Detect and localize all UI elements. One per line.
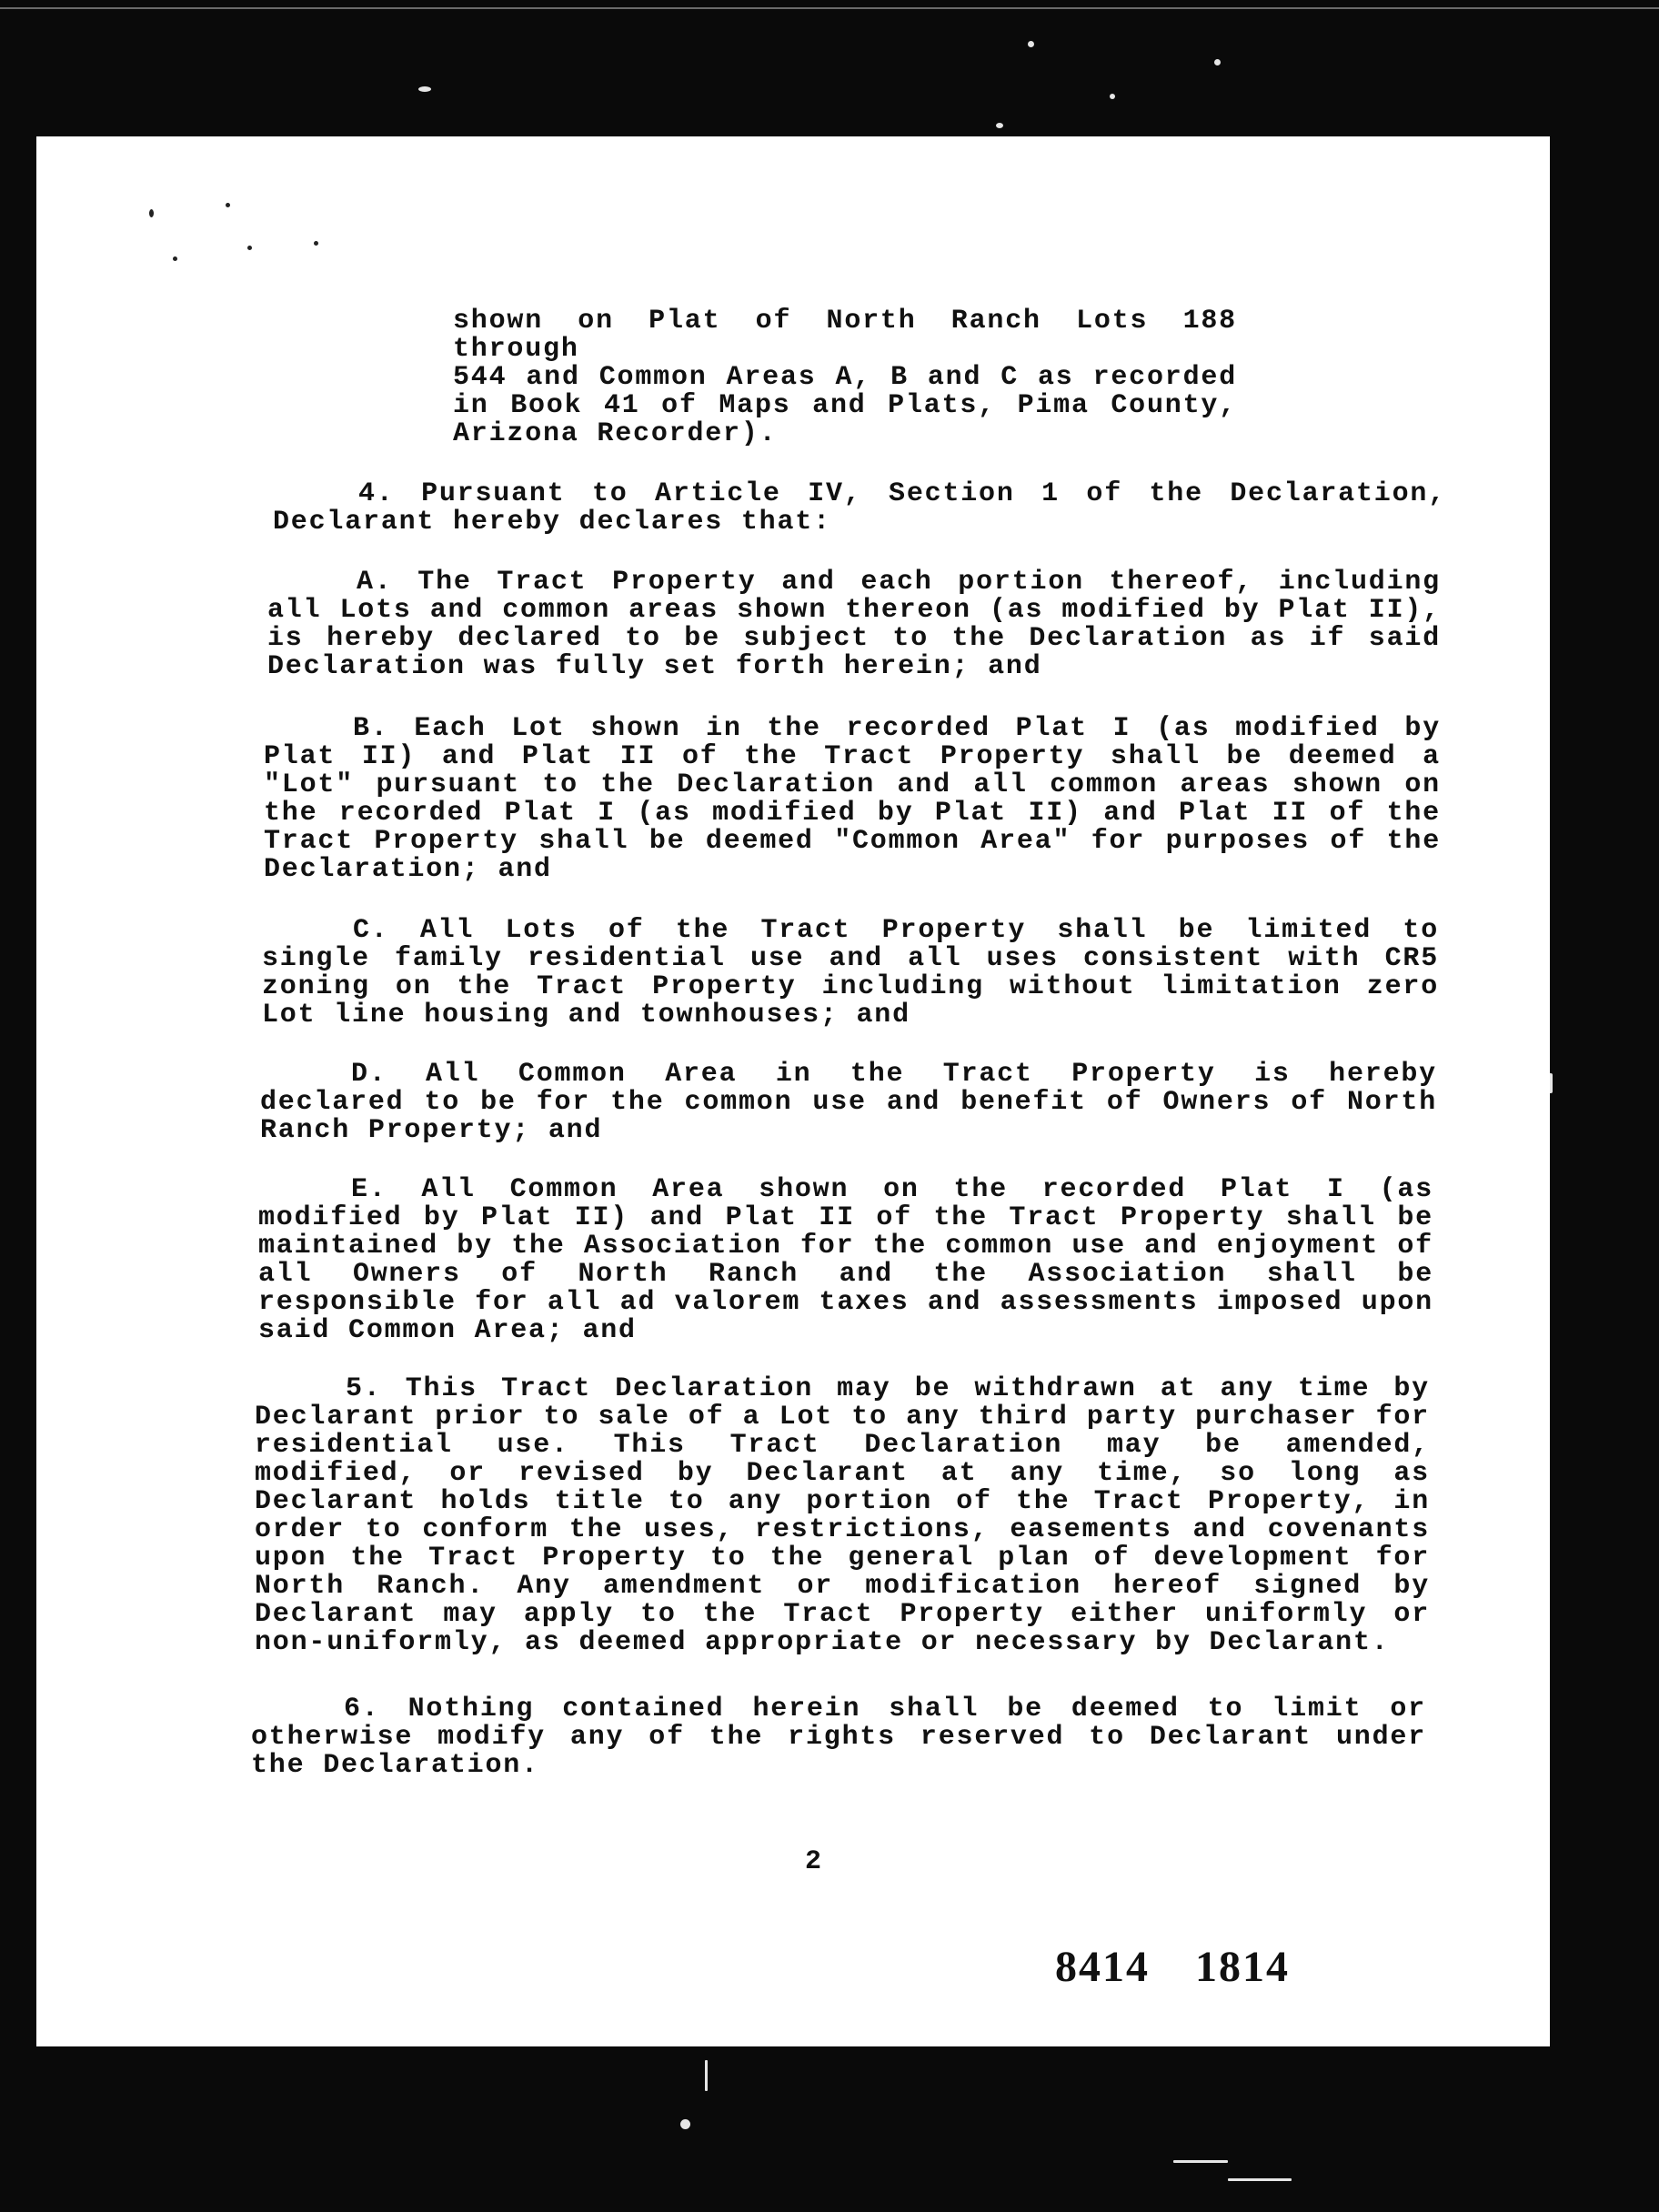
paragraph-line: order to conform the uses, restrictions, easements and covenants — [255, 1514, 1430, 1545]
paragraph-line: is hereby declared to be subject to the Declaration as if said — [267, 623, 1441, 654]
intro-line: in Book 41 of Maps and Plats, Pima County, — [453, 390, 1237, 421]
paragraph-line: E. All Common Area shown on the recorded Plat I (as — [351, 1174, 1433, 1205]
intro-line: shown on Plat of North Ranch Lots 188 through — [453, 306, 1237, 365]
paragraph-a — [267, 568, 1441, 681]
paragraph-line: residential use. This Tract Declaration may be amended, — [255, 1430, 1430, 1461]
intro-paragraph — [453, 307, 1237, 448]
paragraph-line: said Common Area; and — [258, 1315, 637, 1346]
scan-speck — [1110, 94, 1115, 99]
paragraph-c — [262, 917, 1439, 1030]
scan-edge-line — [0, 7, 1659, 9]
paragraph-line: 4. Pursuant to Article IV, Section 1 of the Declaration, — [358, 478, 1446, 509]
paragraph-line: Lot line housing and townhouses; and — [262, 1000, 910, 1031]
paragraph-line: Declaration; and — [264, 854, 552, 885]
paragraph-line: upon the Tract Property to the general plan of development for — [255, 1543, 1430, 1574]
paragraph-line: "Lot" pursuant to the Declaration and all common areas shown on — [264, 769, 1441, 800]
paragraph-b — [264, 715, 1441, 884]
paragraph-line: non-uniformly, as deemed appropriate or necessary by Declarant. — [255, 1627, 1390, 1658]
scan-speck — [1214, 59, 1221, 65]
paragraph-line: the recorded Plat I (as modified by Plat II) and Plat II of the — [264, 798, 1441, 829]
paragraph-4 — [273, 480, 1446, 537]
scan-speck — [1228, 2178, 1292, 2181]
document-page — [36, 136, 1550, 2046]
paragraph-5 — [255, 1375, 1430, 1657]
paragraph-line: A. The Tract Property and each portion thereof, including — [357, 567, 1441, 598]
paragraph-d — [260, 1061, 1437, 1145]
paragraph-line: B. Each Lot shown in the recorded Plat I (as modified by — [353, 713, 1441, 744]
paragraph-line: North Ranch. Any amendment or modification hereof signed by — [255, 1571, 1430, 1602]
paragraph-line: Plat II) and Plat II of the Tract Property shall be deemed a — [264, 741, 1441, 772]
paragraph-line: D. All Common Area in the Tract Property is hereby — [351, 1059, 1437, 1090]
paragraph-line: Declarant hereby declares that: — [273, 507, 831, 538]
paragraph-line: 5. This Tract Declaration may be withdrawn at any time by — [346, 1373, 1430, 1404]
paragraph-line: Declarant may apply to the Tract Property either uniformly or — [255, 1599, 1430, 1630]
page-speck — [247, 246, 252, 250]
scan-speck — [1173, 2160, 1228, 2163]
paragraph-line: otherwise modify any of the rights reserved to Declarant under — [251, 1722, 1426, 1753]
paragraph-line: Declarant holds title to any portion of the Tract Property, in — [255, 1486, 1430, 1517]
paragraph-e — [258, 1176, 1433, 1345]
paragraph-line: zoning on the Tract Property including without limitation zero — [262, 971, 1439, 1002]
scan-speck — [705, 2060, 708, 2091]
page-speck — [314, 241, 318, 246]
paragraph-line: single family residential use and all uses consistent with CR5 — [262, 943, 1439, 974]
scan-speck — [418, 86, 431, 92]
paragraph-line: all Lots and common areas shown thereon (as modified by Plat II), — [267, 595, 1441, 626]
page-speck — [149, 209, 154, 217]
paragraph-line: C. All Lots of the Tract Property shall be limited to — [353, 915, 1439, 946]
paragraph-line: all Owners of North Ranch and the Association shall be — [258, 1259, 1433, 1290]
scan-speck — [996, 123, 1003, 128]
paragraph-line: Ranch Property; and — [260, 1115, 603, 1146]
paragraph-line: 6. Nothing contained herein shall be deemed to limit or — [344, 1694, 1426, 1724]
paragraph-line: Tract Property shall be deemed "Common Area" for purposes of the — [264, 826, 1441, 857]
page-speck — [226, 203, 230, 207]
paragraph-line: modified, or revised by Declarant at any time, so long as — [255, 1458, 1430, 1489]
paragraph-line: responsible for all ad valorem taxes and assessments imposed upon — [258, 1287, 1433, 1318]
paragraph-line: modified by Plat II) and Plat II of the Tract Property shall be — [258, 1202, 1433, 1233]
recording-stamp: 8414 1814 — [1055, 1943, 1290, 1991]
paragraph-6 — [251, 1695, 1426, 1780]
paragraph-line: Declaration was fully set forth herein; and — [267, 651, 1042, 682]
paragraph-line: maintained by the Association for the common use and enjoyment of — [258, 1231, 1433, 1262]
paragraph-line: declared to be for the common use and benefit of Owners of North — [260, 1087, 1437, 1118]
page-speck — [173, 256, 177, 261]
scan-speck — [680, 2119, 690, 2129]
paragraph-line: Declarant prior to sale of a Lot to any third party purchaser for — [255, 1402, 1430, 1433]
intro-line: Arizona Recorder). — [453, 418, 778, 449]
page-number: 2 — [805, 1846, 822, 1877]
scan-speck — [1028, 41, 1034, 47]
intro-line: 544 and Common Areas A, B and C as recorded — [453, 362, 1237, 393]
paragraph-line: the Declaration. — [251, 1750, 539, 1781]
